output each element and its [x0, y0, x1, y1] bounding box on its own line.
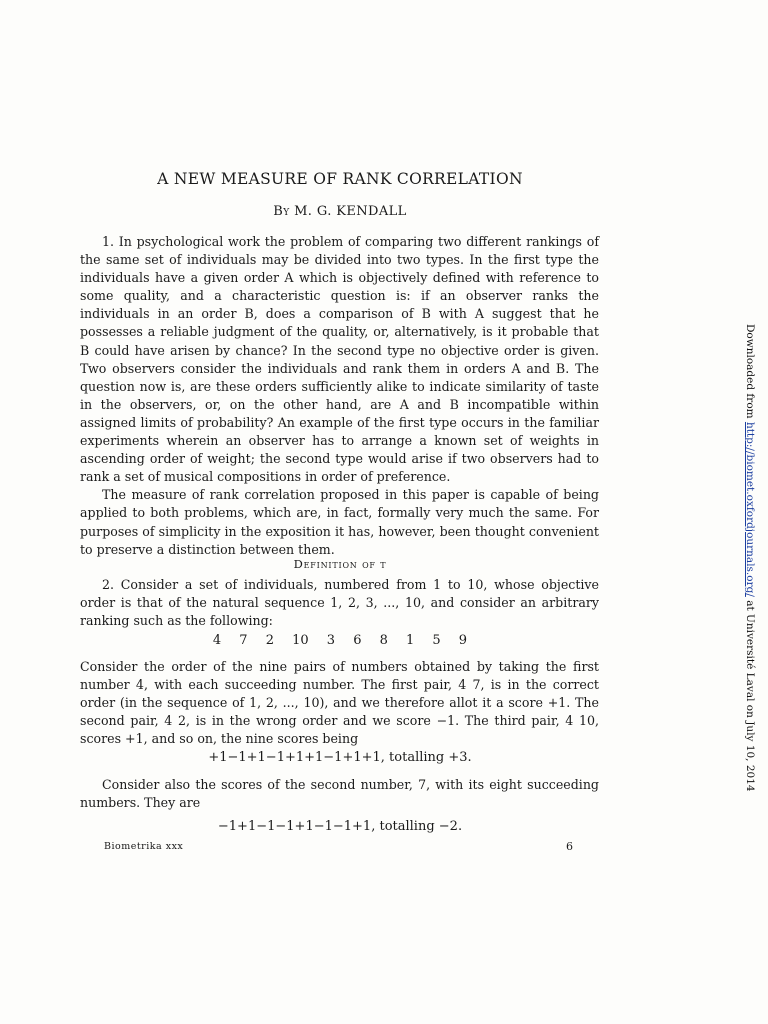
score-equation-2: −1+1−1−1+1−1−1+1, totalling −2.	[217, 819, 463, 834]
ranking-sequence: 4 7 2 10 3 6 8 1 5 9	[212, 633, 468, 648]
author-byline: By M. G. KENDALL	[273, 204, 407, 219]
paper-title: A NEW MEASURE OF RANK CORRELATION	[157, 170, 523, 188]
download-watermark	[744, 324, 756, 792]
download-link[interactable]: http://biomet.oxfordjournals.org/	[744, 421, 756, 597]
download-suffix: at Université Laval on July 10, 2014	[744, 596, 756, 792]
score-equation-1: +1−1+1−1+1+1−1+1+1, totalling +3.	[208, 750, 472, 765]
download-prefix: Downloaded from	[744, 324, 756, 422]
section-2-pairs	[80, 658, 599, 748]
section-1	[80, 233, 599, 559]
paragraph: Consider the order of the nine pairs of numbers obtained by taking the first number 4, with each succeeding number. The first pair, 4 7, is in the correct order (in the sequence of 1, 2, ..., 10), and we therefore allot it a score +1. The second pair, 4 2, is in the wrong order and we score −1. The third pair, 4 10, scores +1, and so on, the nine scores being	[80, 659, 599, 747]
section-heading: Definition of τ	[293, 557, 387, 571]
paragraph: 1. In psychological work the problem of comparing two different rankings of the same set of individuals may be divided into two types. In the first type the individuals have a given order A which is objectively defined with reference to some quality, and a characteristic question is: if an observer ranks the individuals in an order B, does a comparison of B with A suggest that he possesses a reliable judgment of the quality, or, alternatively, is it probable that B could have arisen by chance? In the second type no objective order is given. Two observers consider the individuals and rank them in orders A and B. The question now is, are these orders sufficiently alike to indicate similarity of taste in the observers, or, on the other hand, are A and B incompatible within assigned limits of probability? An example of the first type occurs in the familiar experiments wherein an observer has to arrange a known set of weights in ascending order of weight; the second type would arise if two observers had to rank a set of musical compositions in order of preference.	[80, 234, 599, 485]
journal-footer: Biometrika xxx	[104, 841, 184, 852]
page-number: 6	[566, 840, 573, 853]
paragraph: The measure of rank correlation proposed in this paper is capable of being applied to both problems, which are, in fact, formally very much the same. For purposes of simplicity in the exposition it has, however, been thought convenient to preserve a distinction between them.	[80, 487, 599, 557]
paragraph: Consider also the scores of the second number, 7, with its eight succeeding numbers. They are	[80, 777, 599, 811]
paragraph: 2. Consider a set of individuals, numbered from 1 to 10, whose objective order is that of the natural sequence 1, 2, 3, ..., 10, and consider an arbitrary ranking such as the following:	[80, 577, 599, 629]
section-2-second	[80, 776, 599, 812]
section-2-intro	[80, 576, 599, 630]
